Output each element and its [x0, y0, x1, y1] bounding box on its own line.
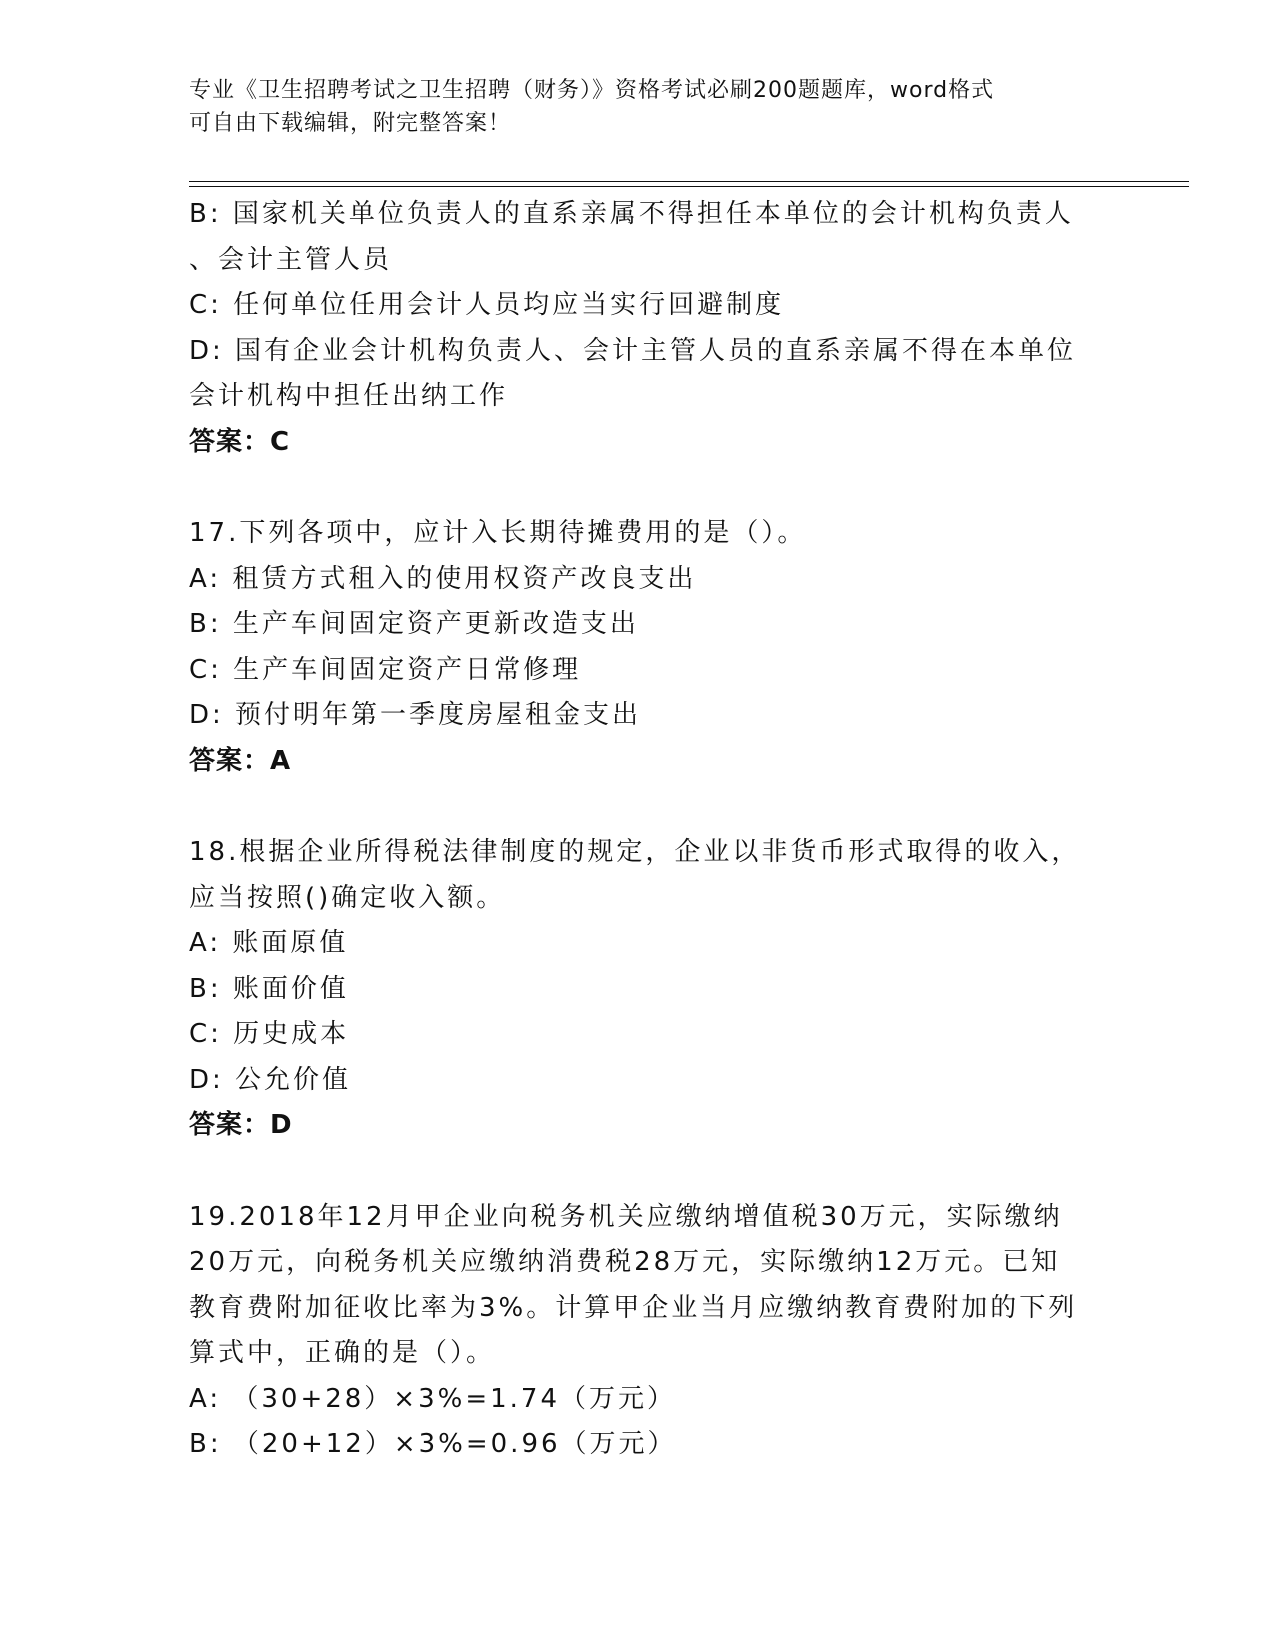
- option-b-continued: 、会计主管人员: [189, 244, 393, 275]
- spacer: [189, 784, 1089, 830]
- page-header: [189, 74, 1089, 140]
- answer: 答案：C: [189, 426, 291, 457]
- option-c: C: 生产车间固定资产日常修理: [189, 654, 582, 685]
- header-divider: [189, 181, 1189, 187]
- question-16: [189, 192, 1089, 465]
- question-stem: 18.根据企业所得税法律制度的规定，企业以非货币形式取得的收入，: [189, 837, 1081, 867]
- answer: 答案：A: [189, 745, 292, 776]
- question-content: [189, 192, 1089, 1468]
- option-a: A: 账面原值: [189, 928, 349, 958]
- option-a: A: （30+28）×3%=1.74（万元）: [189, 1383, 677, 1414]
- question-stem-continued: 20万元，向税务机关应缴纳消费税28万元，实际缴纳12万元。已知: [189, 1247, 1061, 1277]
- option-d-continued: 会计机构中担任出纳工作: [189, 381, 509, 411]
- question-18: [189, 830, 1089, 1149]
- answer: 答案：D: [189, 1110, 293, 1140]
- header-subtitle-line: 可自由下载编辑，附完整答案！: [189, 111, 512, 136]
- option-d: D: 公允价值: [189, 1064, 352, 1095]
- question-stem: 19.2018年12月甲企业向税务机关应缴纳增值税30万元，实际缴纳: [189, 1201, 1063, 1232]
- spacer: [189, 1149, 1089, 1195]
- option-c: C: 历史成本: [189, 1019, 350, 1049]
- question-stem-continued: 应当按照()确定收入额。: [189, 882, 506, 913]
- option-a: A: 租赁方式租入的使用权资产改良支出: [189, 563, 697, 594]
- question-stem-continued: 教育费附加征收比率为3%。计算甲企业当月应缴纳教育费附加的下列: [189, 1292, 1078, 1323]
- option-b: B: （20+12）×3%=0.96（万元）: [189, 1429, 677, 1459]
- question-19: [189, 1195, 1089, 1468]
- question-stem: 17.下列各项中，应计入长期待摊费用的是（）。: [189, 518, 807, 548]
- question-17: [189, 511, 1089, 784]
- question-stem-continued: 算式中，正确的是（）。: [189, 1338, 496, 1368]
- option-d: D: 国有企业会计机构负责人、会计主管人员的直系亲属不得在本单位: [189, 335, 1077, 366]
- option-b: B: 账面价值: [189, 973, 349, 1004]
- header-title-line: 专业《卫生招聘考试之卫生招聘（财务）》资格考试必刷200题题库，word格式: [189, 78, 995, 103]
- option-d: D: 预付明年第一季度房屋租金支出: [189, 700, 642, 730]
- option-b: B: 生产车间固定资产更新改造支出: [189, 609, 639, 639]
- option-b: B: 国家机关单位负责人的直系亲属不得担任本单位的会计机构负责人: [189, 199, 1074, 229]
- spacer: [189, 465, 1089, 511]
- option-c: C: 任何单位任用会计人员均应当实行回避制度: [189, 290, 785, 320]
